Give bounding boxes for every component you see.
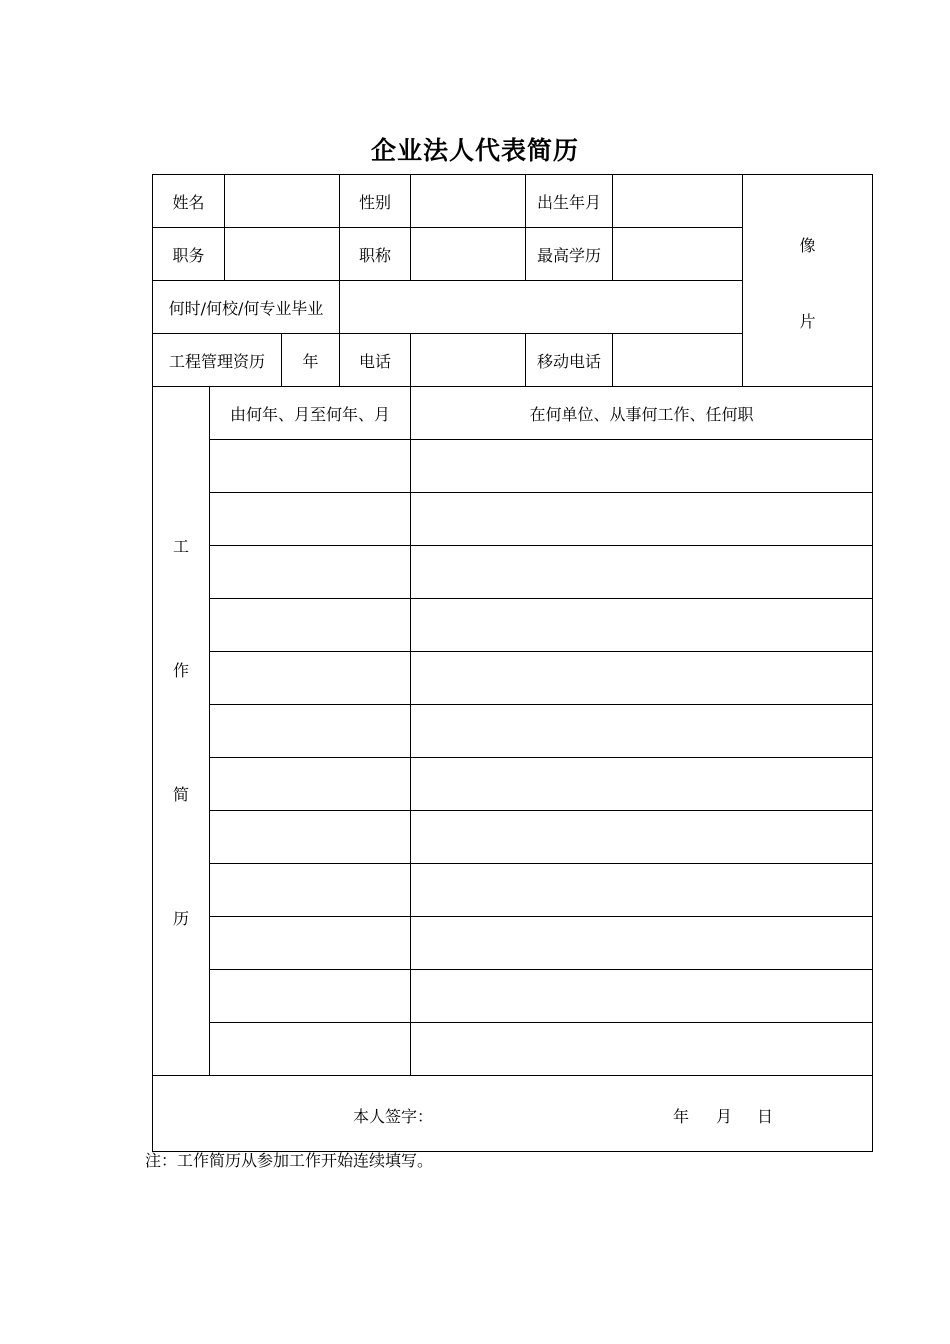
position-label: 职务 — [153, 228, 225, 281]
period-field[interactable] — [210, 811, 411, 864]
photo-label-char-1: 像 — [799, 236, 816, 255]
section-char-1: 工 — [172, 537, 189, 556]
photo-box[interactable] — [743, 175, 873, 387]
document-title: 企业法人代表简历 — [370, 136, 579, 165]
gender-label: 性别 — [340, 175, 411, 228]
period-field[interactable] — [210, 758, 411, 811]
table-row — [153, 546, 873, 599]
birth-label: 出生年月 — [526, 175, 613, 228]
signature-label: 本人签字： — [353, 1107, 434, 1126]
table-row — [153, 811, 873, 864]
table-row — [153, 440, 873, 493]
period-field[interactable] — [210, 970, 411, 1023]
detail-field[interactable] — [411, 652, 873, 705]
signature-row[interactable] — [153, 1076, 873, 1152]
period-field[interactable] — [210, 440, 411, 493]
birth-field[interactable] — [613, 175, 743, 228]
phone-field[interactable] — [411, 334, 526, 387]
period-field[interactable] — [210, 705, 411, 758]
mobile-field[interactable] — [613, 334, 743, 387]
signature-year-label: 年 — [673, 1107, 690, 1126]
table-row — [153, 917, 873, 970]
education-label: 最高学历 — [526, 228, 613, 281]
education-field[interactable] — [613, 228, 743, 281]
detail-field[interactable] — [411, 705, 873, 758]
table-row — [153, 758, 873, 811]
detail-field[interactable] — [411, 917, 873, 970]
mobile-label: 移动电话 — [526, 334, 613, 387]
table-row — [153, 705, 873, 758]
phone-label: 电话 — [340, 334, 411, 387]
resume-form-table — [152, 174, 873, 1152]
detail-field[interactable] — [411, 1023, 873, 1076]
detail-field[interactable] — [411, 758, 873, 811]
period-field[interactable] — [210, 864, 411, 917]
period-field[interactable] — [210, 652, 411, 705]
period-column-header: 由何年、月至何年、月 — [210, 387, 411, 440]
graduation-field[interactable] — [340, 281, 743, 334]
detail-field[interactable] — [411, 599, 873, 652]
period-field[interactable] — [210, 917, 411, 970]
detail-field[interactable] — [411, 970, 873, 1023]
rank-field[interactable] — [411, 228, 526, 281]
section-char-2: 作 — [172, 661, 189, 680]
period-field[interactable] — [210, 546, 411, 599]
experience-years-field[interactable]: 年 — [282, 334, 340, 387]
period-field[interactable] — [210, 1023, 411, 1076]
section-char-3: 简 — [172, 785, 189, 804]
gender-field[interactable] — [411, 175, 526, 228]
table-row — [153, 970, 873, 1023]
name-field[interactable] — [225, 175, 340, 228]
rank-label: 职称 — [340, 228, 411, 281]
table-row — [153, 1023, 873, 1076]
position-field[interactable] — [225, 228, 340, 281]
graduation-label: 何时/何校/何专业毕业 — [153, 281, 340, 334]
detail-field[interactable] — [411, 440, 873, 493]
detail-field[interactable] — [411, 864, 873, 917]
table-row — [153, 864, 873, 917]
signature-month-label: 月 — [716, 1107, 733, 1126]
table-row — [153, 599, 873, 652]
detail-field[interactable] — [411, 493, 873, 546]
footnote: 注：工作简历从参加工作开始连续填写。 — [145, 1151, 434, 1170]
detail-field[interactable] — [411, 546, 873, 599]
period-field[interactable] — [210, 599, 411, 652]
table-row — [153, 493, 873, 546]
detail-column-header: 在何单位、从事何工作、任何职 — [411, 387, 873, 440]
section-char-4: 历 — [172, 909, 189, 928]
detail-field[interactable] — [411, 811, 873, 864]
photo-label-char-2: 片 — [799, 312, 816, 331]
signature-day-label: 日 — [757, 1107, 774, 1126]
work-history-section-label — [153, 387, 210, 1076]
experience-label: 工程管理资历 — [153, 334, 282, 387]
period-field[interactable] — [210, 493, 411, 546]
table-row — [153, 652, 873, 705]
name-label: 姓名 — [153, 175, 225, 228]
